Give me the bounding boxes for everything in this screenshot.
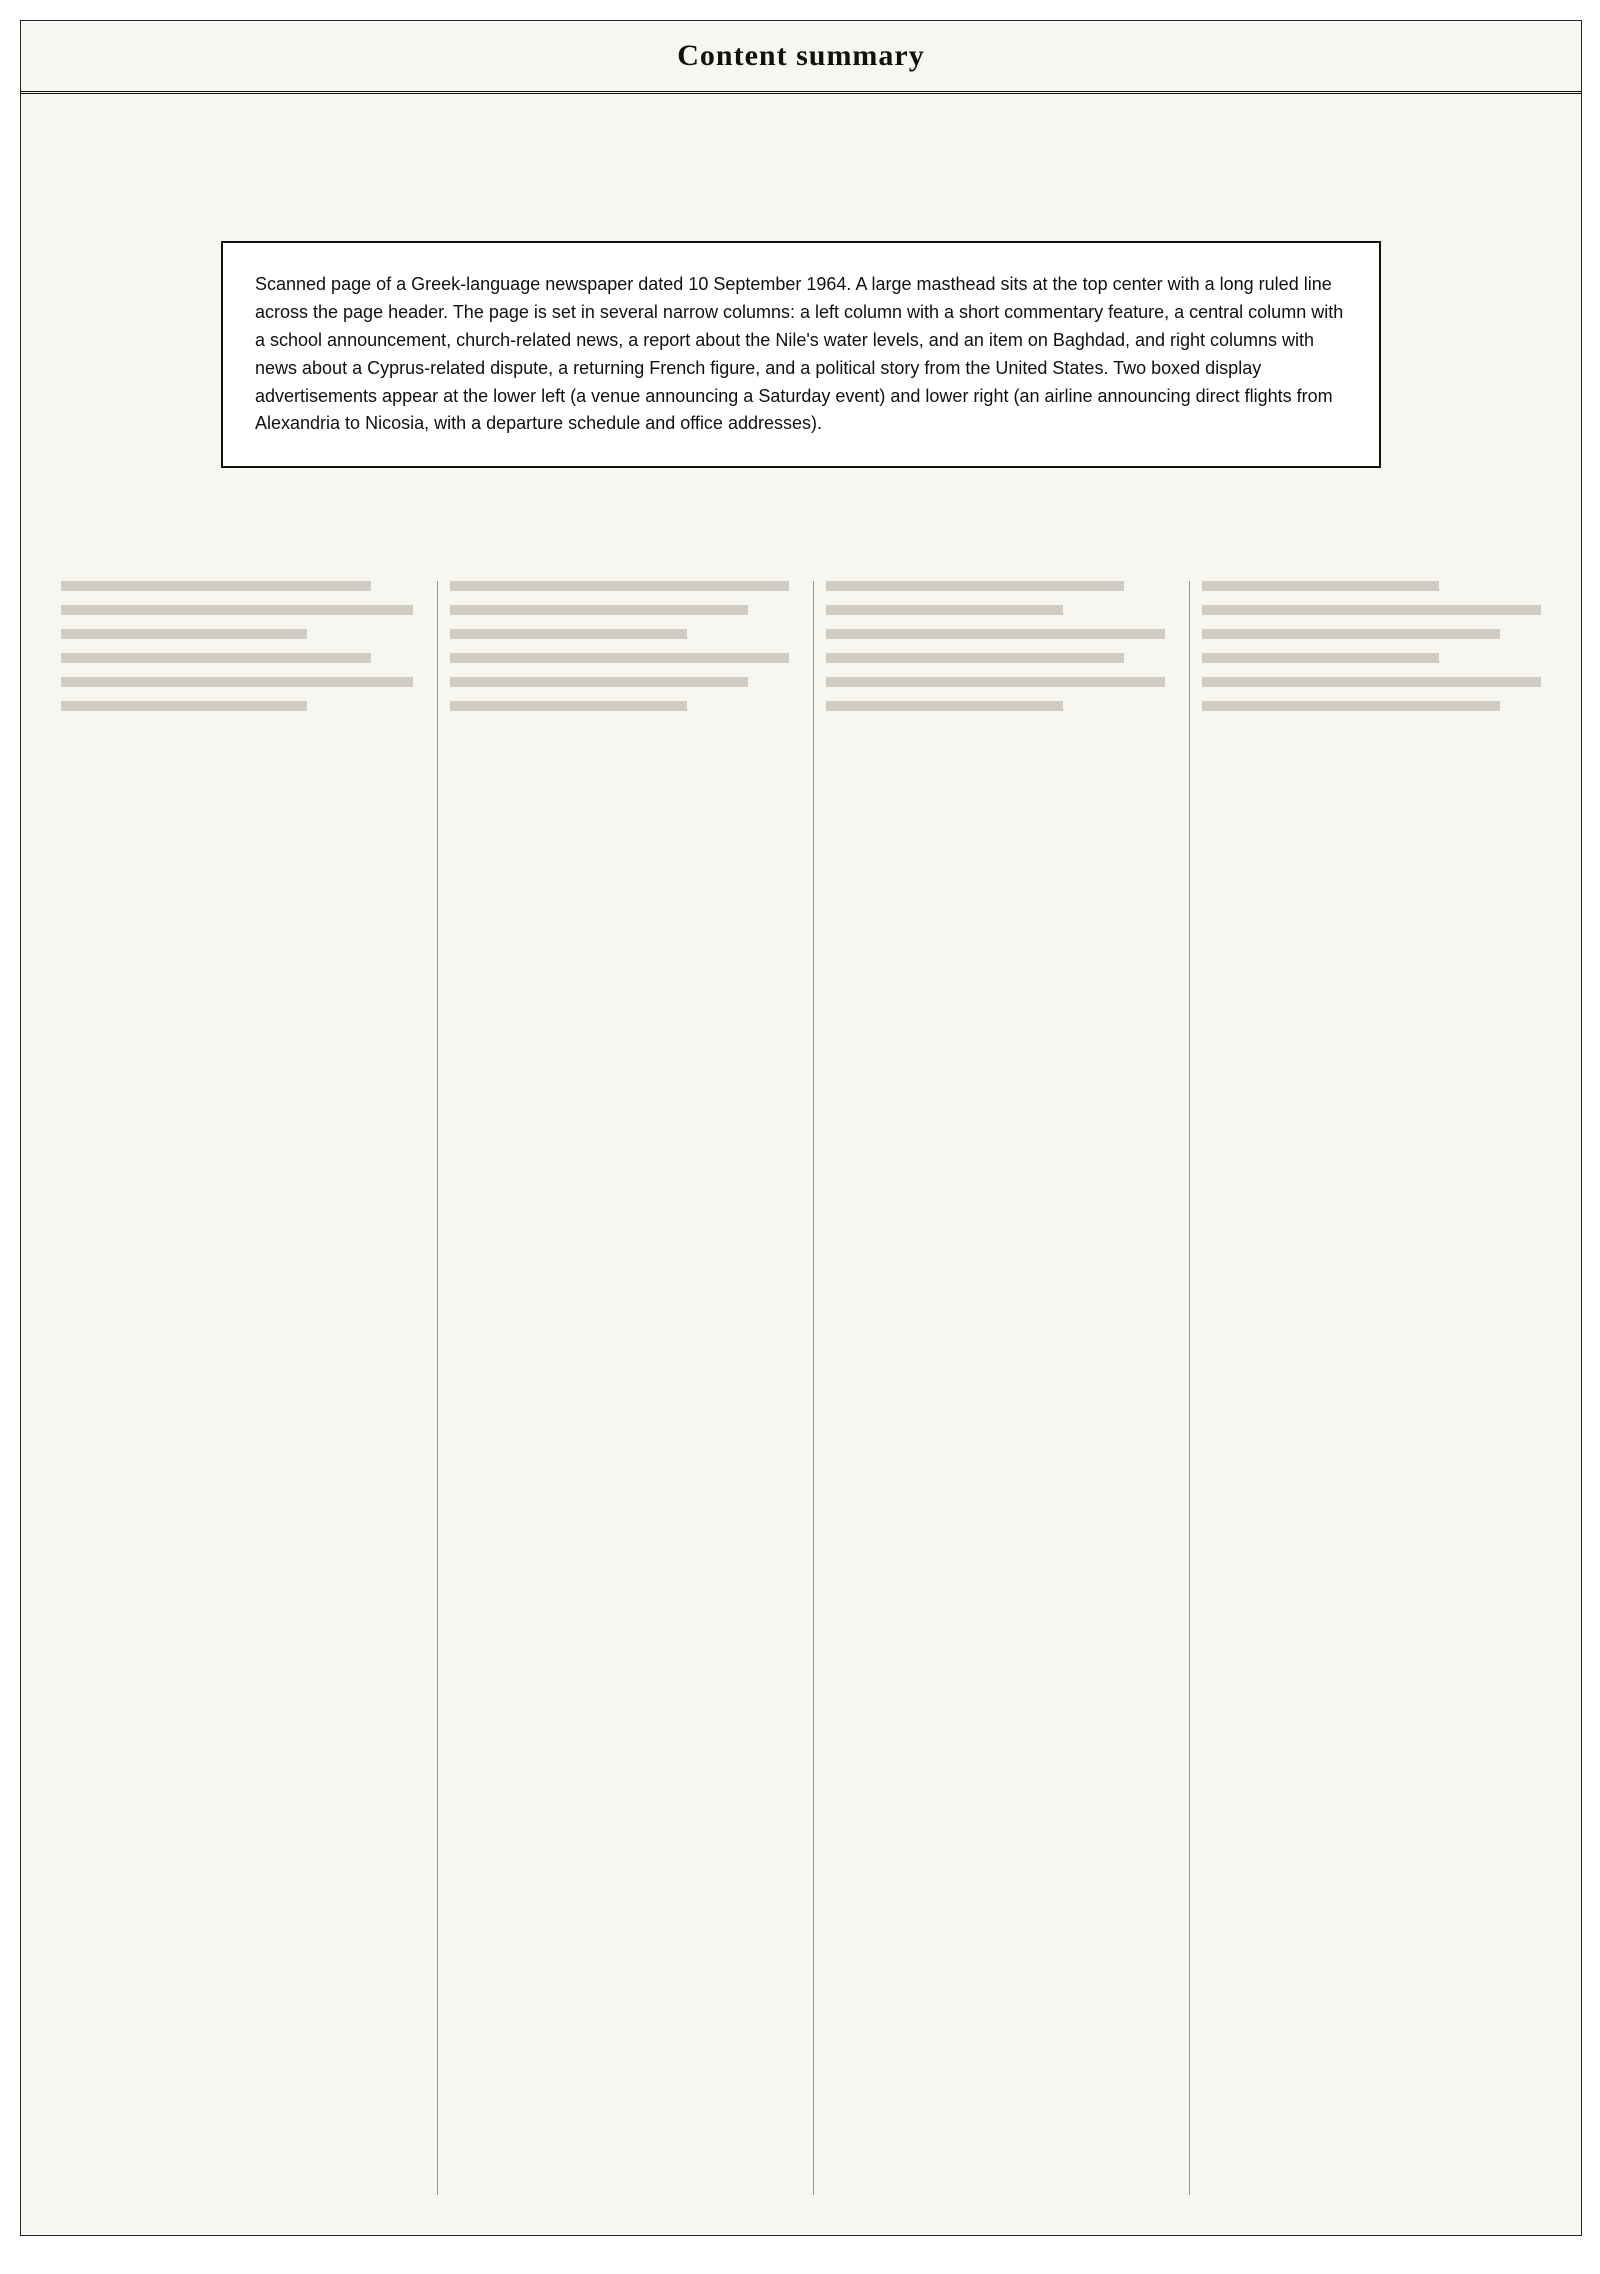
content-summary xyxy=(221,241,1381,468)
summary-title: Content summary xyxy=(677,39,925,72)
masthead xyxy=(21,21,1581,94)
column-4 xyxy=(1189,581,1541,2195)
column-2 xyxy=(437,581,789,2195)
column-3 xyxy=(813,581,1165,2195)
page xyxy=(20,20,1582,2236)
summary-text: Scanned page of a Greek-language newspaper dated 10 September 1964. A large masthead sits at the top center with a long ruled line across the page header. The page is set in several narrow columns: a left column with a short commentary feature, a central column with a school announcement, church-related news, a report about the Nile's water levels, and an item on Baghdad, and right columns with news about a Cyprus-related dispute, a returning French figure, and a political story from the United States. Two boxed display advertisements appear at the lower left (a venue announcing a Saturday event) and lower right (an airline announcing direct flights from Alexandria to Nicosia, with a departure schedule and office addresses). xyxy=(255,274,1344,434)
column-placeholders xyxy=(61,581,1541,2195)
column-1 xyxy=(61,581,413,2195)
